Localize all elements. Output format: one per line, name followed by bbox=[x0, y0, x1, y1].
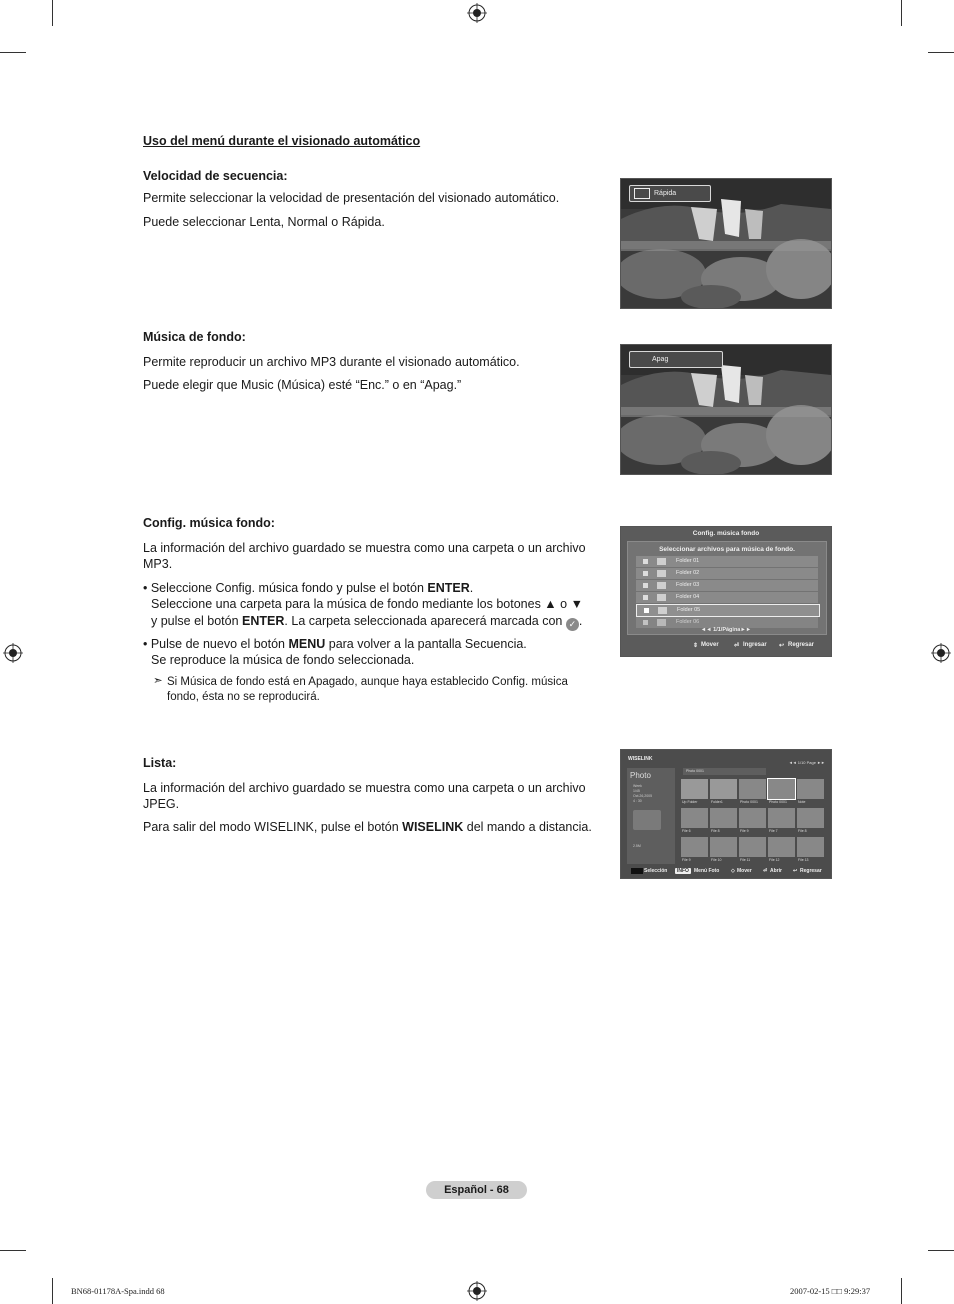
folder-icon bbox=[657, 558, 666, 565]
config-text-1a: La información del archivo guardado se muestra como una carpeta o un archivo bbox=[143, 541, 586, 555]
enter-icon: ⏎ bbox=[734, 643, 740, 649]
config-note-a: Si Música de fondo está en Apagado, aunque haya establecido Config. música bbox=[167, 676, 568, 688]
lista-text-1a: La información del archivo guardado se muestra como una carpeta o un archivo bbox=[143, 781, 586, 795]
folder-icon bbox=[658, 607, 667, 614]
crop-mark bbox=[0, 52, 26, 53]
folder-label: Photo 0001 bbox=[683, 768, 766, 775]
section-title: Uso del menú durante el visionado automático bbox=[143, 134, 421, 148]
move-icon: ◇ bbox=[731, 868, 735, 874]
foot-enter: Ingresar bbox=[743, 642, 767, 648]
checkbox[interactable] bbox=[644, 608, 649, 613]
updown-arrow-icon: ⇕ bbox=[693, 643, 699, 649]
menu-panel bbox=[627, 541, 827, 635]
camera-icon bbox=[633, 810, 661, 830]
checkbox[interactable] bbox=[643, 620, 648, 625]
thumb-photo[interactable] bbox=[681, 808, 708, 828]
menu-subtitle: Seleccionar archivos para música de fondo. bbox=[659, 546, 795, 553]
thumb-photo[interactable] bbox=[797, 779, 824, 799]
screenshot-wiselink-list: WISELINK ◄◄ 1/10 Page ►► Photo Week 1/45 Oct.26,2005 4 : 30 2.5M Photo 0001 Up Folder Folder1 Photo 0001 Photo 0001 Note File 6 File 8 File 9 File 7 File 8 File 9 File 10 File 11 File 12 File 13 Selección INFO Menú Foto ◇ Mover ⏎ Abrir ↩ Regresar bbox=[620, 749, 832, 879]
checkbox[interactable] bbox=[643, 559, 648, 564]
thumb-photo[interactable] bbox=[739, 779, 766, 799]
folder-icon bbox=[657, 570, 666, 577]
menu-pager[interactable]: ◄◄ 1/1/Página►► bbox=[700, 627, 752, 633]
checkbox[interactable] bbox=[643, 595, 648, 600]
thumb-folder[interactable] bbox=[710, 779, 737, 799]
thumb-up-folder[interactable] bbox=[681, 779, 708, 799]
color-button-icon bbox=[631, 868, 643, 874]
crop-mark bbox=[928, 52, 954, 53]
config-note-b: fondo, ésta no se reproducirá. bbox=[167, 691, 320, 703]
info-button: INFO bbox=[677, 868, 689, 874]
folder-icon bbox=[657, 619, 666, 626]
wiselink-page[interactable]: ◄◄ 1/10 Page ►► bbox=[788, 760, 825, 765]
screenshot-waterfall-music bbox=[620, 344, 832, 475]
file-slug: BN68-01178A-Spa.indd 68 bbox=[71, 1286, 165, 1296]
folder-row[interactable]: Folder 03 bbox=[636, 580, 818, 591]
config-bullet-3b: Se reproduce la música de fondo seleccionada. bbox=[151, 653, 415, 667]
crop-mark bbox=[928, 1250, 954, 1251]
thumb-photo-selected[interactable] bbox=[768, 779, 795, 799]
musica-text-2: Puede elegir que Music (Música) esté “Enc.” o en “Apag.” bbox=[143, 378, 462, 392]
thumb-photo[interactable] bbox=[681, 837, 708, 857]
folder-row[interactable]: Folder 01 bbox=[636, 556, 818, 567]
sidebar-title: Photo bbox=[630, 771, 651, 780]
folder-row[interactable]: Folder 06 bbox=[636, 617, 818, 628]
musica-text-1: Permite reproducir un archivo MP3 durante el visionado automático. bbox=[143, 355, 520, 369]
thumb-photo[interactable] bbox=[739, 808, 766, 828]
thumb-photo[interactable] bbox=[710, 837, 737, 857]
velocidad-text-1: Permite seleccionar la velocidad de presentación del visionado automático. bbox=[143, 191, 560, 205]
osd-speed-value: Rápida bbox=[654, 190, 677, 197]
musica-heading: Música de fondo: bbox=[143, 330, 246, 344]
osd-speed-box bbox=[629, 185, 711, 202]
wiselink-logo: WISELINK bbox=[628, 756, 653, 762]
wiselink-sidebar: Photo Week 1/45 Oct.26,2005 4 : 30 2.5M bbox=[627, 768, 675, 864]
config-text-1b: MP3. bbox=[143, 557, 173, 571]
thumb-photo[interactable] bbox=[768, 808, 795, 828]
crop-mark bbox=[52, 0, 53, 26]
checkbox[interactable] bbox=[643, 583, 648, 588]
thumb-photo[interactable] bbox=[797, 808, 824, 828]
screenshot-music-config bbox=[620, 526, 832, 657]
lista-heading: Lista: bbox=[143, 756, 177, 770]
osd-music-value: Apag bbox=[652, 356, 669, 363]
screenshot-waterfall-speed bbox=[620, 178, 832, 309]
folder-icon bbox=[657, 594, 666, 601]
config-heading: Config. música fondo: bbox=[143, 516, 275, 530]
menu-title: Config. música fondo bbox=[692, 530, 760, 537]
folder-row[interactable]: Folder 02 bbox=[636, 568, 818, 579]
config-bullet-3: • Pulse de nuevo el botón MENU para volver a la pantalla Secuencia. bbox=[143, 637, 527, 651]
slideshow-icon bbox=[634, 188, 650, 199]
thumb-photo[interactable] bbox=[768, 837, 795, 857]
menu-footer bbox=[621, 642, 831, 652]
registration-mark-icon bbox=[3, 643, 23, 663]
registration-mark-icon bbox=[931, 643, 951, 663]
registration-mark-icon bbox=[467, 3, 487, 23]
folder-icon bbox=[657, 582, 666, 589]
date-slug: 2007-02-15 □□ 9:29:37 bbox=[790, 1286, 871, 1296]
folder-row-selected[interactable]: Folder 05 bbox=[636, 604, 820, 617]
checkbox[interactable] bbox=[643, 571, 648, 576]
note-arrow-icon: ➣ bbox=[153, 675, 163, 687]
osd-music-box bbox=[629, 351, 723, 368]
velocidad-heading: Velocidad de secuencia: bbox=[143, 169, 288, 183]
config-bullet-2a: Seleccione una carpeta para la música de fondo mediante los botones ▲ o ▼ bbox=[151, 597, 583, 611]
thumb-photo[interactable] bbox=[739, 837, 766, 857]
crop-mark bbox=[52, 1278, 53, 1304]
config-bullet-1: • Seleccione Config. música fondo y pulse el botón ENTER. bbox=[143, 581, 474, 595]
thumb-photo[interactable] bbox=[710, 808, 737, 828]
wiselink-footer: Selección INFO Menú Foto ◇ Mover ⏎ Abrir ↩ Regresar bbox=[621, 868, 831, 876]
config-bullet-2b: y pulse el botón ENTER. La carpeta seleccionada aparecerá marcada con ✓ . bbox=[151, 614, 583, 629]
enter-icon: ⏎ bbox=[763, 868, 768, 874]
lista-text-1b: JPEG. bbox=[143, 797, 180, 811]
thumb-photo[interactable] bbox=[797, 837, 824, 857]
check-mark-icon: ✓ bbox=[566, 618, 579, 631]
crop-mark bbox=[901, 0, 902, 26]
velocidad-text-2: Puede seleccionar Lenta, Normal o Rápida. bbox=[143, 215, 385, 229]
return-icon: ↩ bbox=[793, 868, 798, 874]
page-number: Español - 68 bbox=[426, 1181, 527, 1199]
folder-row[interactable]: Folder 04 bbox=[636, 592, 818, 603]
registration-mark-icon bbox=[467, 1281, 487, 1301]
crop-mark bbox=[0, 1250, 26, 1251]
crop-mark bbox=[901, 1278, 902, 1304]
foot-move: Mover bbox=[701, 642, 719, 648]
lista-text-2: Para salir del modo WISELINK, pulse el botón WISELINK del mando a distancia. bbox=[143, 820, 592, 834]
return-icon: ↩ bbox=[779, 643, 785, 649]
foot-return: Regresar bbox=[788, 642, 815, 648]
